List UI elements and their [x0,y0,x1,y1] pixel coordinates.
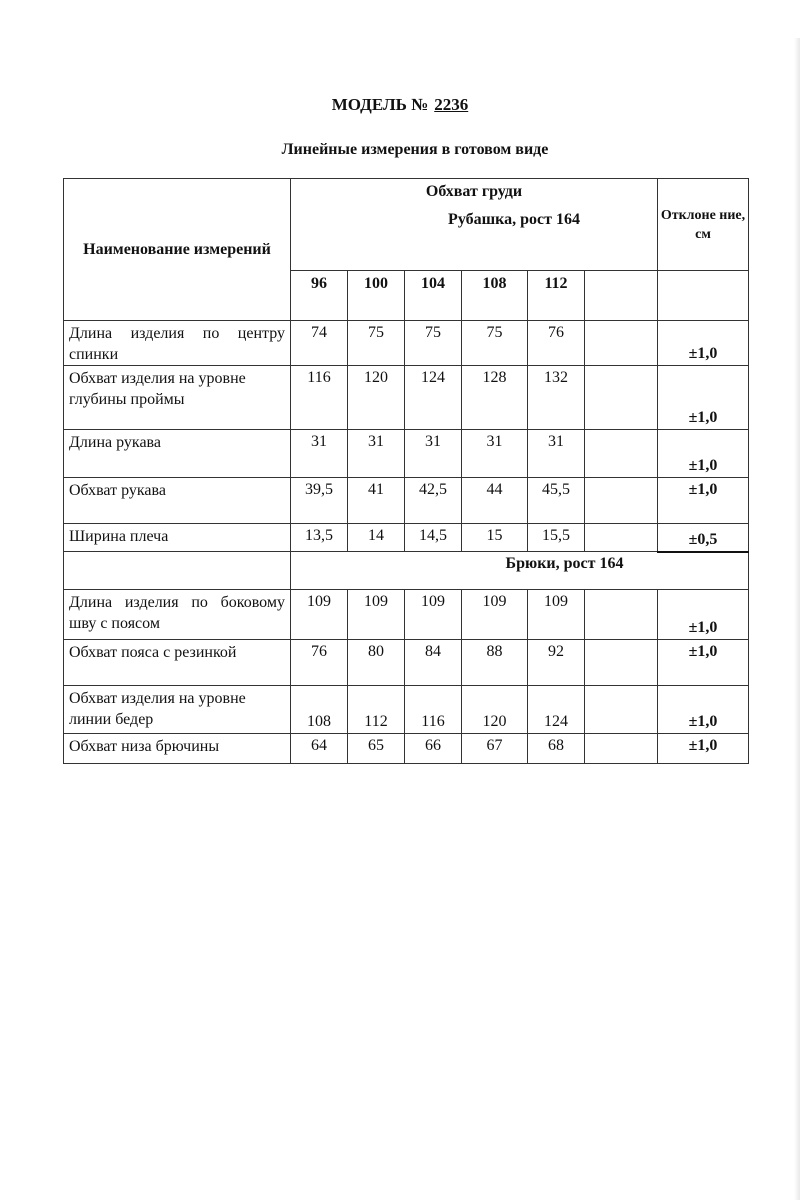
name-header: Наименование измерений [64,179,291,321]
measurement-value: 39,5 [291,478,348,524]
measurement-value: 66 [405,734,462,764]
measurement-value: 109 [405,590,462,640]
measurement-value: 80 [348,640,405,686]
measurement-value: 65 [348,734,405,764]
size-header: 104 [405,271,462,321]
model-number: 2236 [434,95,469,114]
measurement-value: 14 [348,524,405,552]
size-header: 96 [291,271,348,321]
deviation-value: ±1,0 [658,640,749,686]
page-edge-shadow [794,38,800,1200]
pants-section-row [64,552,749,590]
table-row [64,366,749,430]
measurement-name: Ширина плеча [64,524,291,552]
pants-section-title: Брюки, рост 164 [505,554,624,572]
deviation-value: ±1,0 [658,321,749,366]
measurement-value: 88 [462,640,528,686]
size-header: 100 [348,271,405,321]
measurement-value: 31 [528,430,585,478]
table-row [64,321,749,366]
model-title [0,95,800,115]
header-row-group [64,179,749,271]
table-row [64,524,749,552]
pants-section-cell [291,552,749,590]
measurement-name: Обхват пояса с резинкой [64,640,291,686]
empty-cell [585,590,658,640]
empty-cell [64,552,291,590]
table-row [64,430,749,478]
empty-deviation-cell [658,271,749,321]
measurement-value: 15,5 [528,524,585,552]
measurement-value: 76 [291,640,348,686]
empty-cell [585,430,658,478]
measurement-value: 31 [291,430,348,478]
measurement-value: 120 [348,366,405,430]
size-header: 108 [462,271,528,321]
empty-cell [585,321,658,366]
measurement-value: 84 [405,640,462,686]
measurement-value: 109 [528,590,585,640]
chest-girth-header: Обхват груди [425,183,523,200]
measurement-name: Обхват рукава [64,478,291,524]
measurement-value: 75 [462,321,528,366]
empty-size-cell [585,271,658,321]
measurement-value: 109 [462,590,528,640]
measurement-value: 68 [528,734,585,764]
measurement-value: 109 [348,590,405,640]
measurement-value: 92 [528,640,585,686]
measurements-subtitle: Линейные измерения в готовом виде [281,141,549,158]
measurement-value: 116 [291,366,348,430]
deviation-value: ±1,0 [658,590,749,640]
model-label: МОДЕЛЬ № [331,95,429,114]
deviation-value: ±1,0 [658,478,749,524]
deviation-value: ±1,0 [658,430,749,478]
deviation-header: Отклоне ние, см [658,179,749,271]
empty-cell [585,734,658,764]
measurement-name: Обхват низа брючины [64,734,291,764]
deviation-value: ±1,0 [658,366,749,430]
measurement-name: Обхват изделия на уровне линии бедер [64,686,291,734]
table-row [64,640,749,686]
measurement-name: Длина рукава [64,430,291,478]
empty-cell [585,478,658,524]
empty-cell [585,524,658,552]
empty-cell [585,686,658,734]
table-row [64,734,749,764]
measurements-table [63,178,749,764]
measurement-value: 109 [291,590,348,640]
measurement-value: 45,5 [528,478,585,524]
measurement-value: 31 [405,430,462,478]
measurement-value: 108 [291,686,348,734]
measurement-value: 75 [405,321,462,366]
measurement-value: 42,5 [405,478,462,524]
measurement-value: 15 [462,524,528,552]
measurement-value: 124 [528,686,585,734]
deviation-value: ±1,0 [658,686,749,734]
measurement-value: 64 [291,734,348,764]
deviation-value: ±0,5 [658,524,749,552]
table-row [64,590,749,640]
measurement-value: 31 [348,430,405,478]
measurement-value: 116 [405,686,462,734]
measurement-value: 31 [462,430,528,478]
measurement-name: Длина изделия по боковому шву с поясом [64,590,291,640]
measurement-value: 132 [528,366,585,430]
size-header: 112 [528,271,585,321]
measurement-name: Обхват изделия на уровне глубины проймы [64,366,291,430]
measurement-value: 120 [462,686,528,734]
measurement-value: 75 [348,321,405,366]
table-row [64,478,749,524]
measurement-value: 44 [462,478,528,524]
deviation-value: ±1,0 [658,734,749,764]
empty-cell [585,366,658,430]
measurement-value: 128 [462,366,528,430]
table-row [64,686,749,734]
shirt-section-title: Рубашка, рост 164 [448,211,580,228]
empty-cell [585,640,658,686]
measurement-value: 67 [462,734,528,764]
measurement-value: 76 [528,321,585,366]
measurement-value: 13,5 [291,524,348,552]
measurement-name: Длина изделия по центру спинки [64,321,291,366]
measurement-value: 112 [348,686,405,734]
measurement-value: 74 [291,321,348,366]
measurement-value: 124 [405,366,462,430]
measurement-value: 14,5 [405,524,462,552]
measurement-value: 41 [348,478,405,524]
group-header-cell [291,179,658,271]
